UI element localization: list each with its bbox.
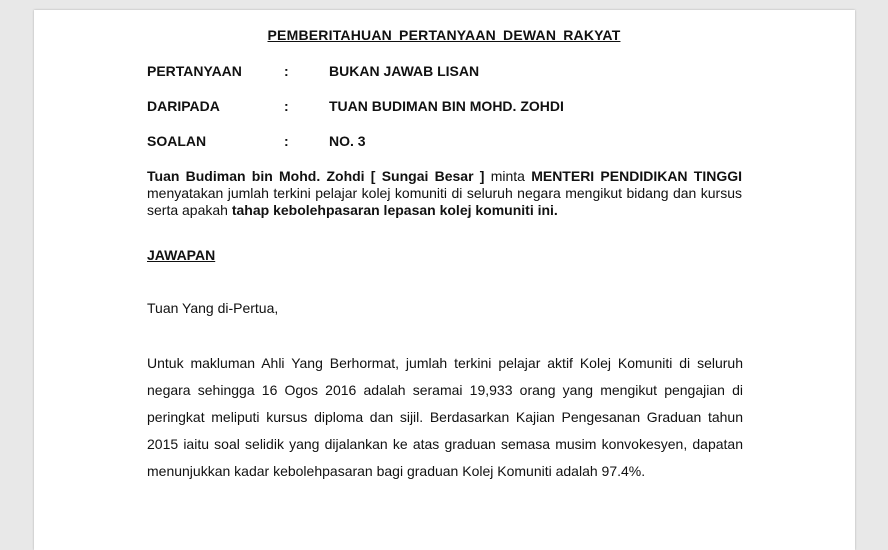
meta-label: SOALAN bbox=[147, 133, 207, 149]
question-text-2: menyatakan jumlah terkini pelajar kolej komuniti di seluruh negara mengikut bidang dan kursus serta apakah bbox=[147, 185, 742, 218]
meta-label: PERTANYAAN bbox=[147, 63, 242, 79]
question-emphasis: tahap kebolehpasaran lepasan kolej komuniti ini. bbox=[231, 202, 558, 218]
meta-value: NO. 3 bbox=[329, 133, 366, 149]
meta-value: BUKAN JAWAB LISAN bbox=[329, 63, 480, 79]
document-title: PEMBERITAHUAN PERTANYAAN DEWAN RAKYAT bbox=[267, 27, 621, 43]
meta-colon: : bbox=[284, 63, 289, 79]
meta-label: DARIPADA bbox=[147, 98, 220, 114]
answer-paragraph: Untuk makluman Ahli Yang Berhormat, jumlah terkini pelajar aktif Kolej Komuniti di seluruh negara sehingga 16 Ogos 2016 adalah seramai 19,933 orang yang mengikut pengajian di peringkat meliputi kursus diploma dan sijil. Berdasarkan Kajian Pengesanan Graduan tahun 2015 iaitu soal selidik yang dijalankan ke atas graduan semasa musim konvokesyen, dapatan menunjukkan kadar kebolehpasaran bagi graduan Kolej Komuniti adalah 97.4%. bbox=[147, 355, 743, 479]
meta-colon: : bbox=[284, 98, 289, 114]
answer-heading: JAWAPAN bbox=[147, 247, 216, 263]
question-text-1: minta bbox=[484, 168, 532, 184]
meta-value: TUAN BUDIMAN BIN MOHD. ZOHDI bbox=[329, 98, 564, 114]
document-page bbox=[34, 10, 855, 550]
question-asker: Tuan Budiman bin Mohd. Zohdi [ Sungai Besar ] bbox=[147, 168, 485, 184]
question-paragraph bbox=[147, 168, 742, 219]
meta-colon: : bbox=[284, 133, 289, 149]
question-minister: MENTERI PENDIDIKAN TINGGI bbox=[531, 168, 743, 184]
salutation: Tuan Yang di-Pertua, bbox=[147, 300, 279, 316]
